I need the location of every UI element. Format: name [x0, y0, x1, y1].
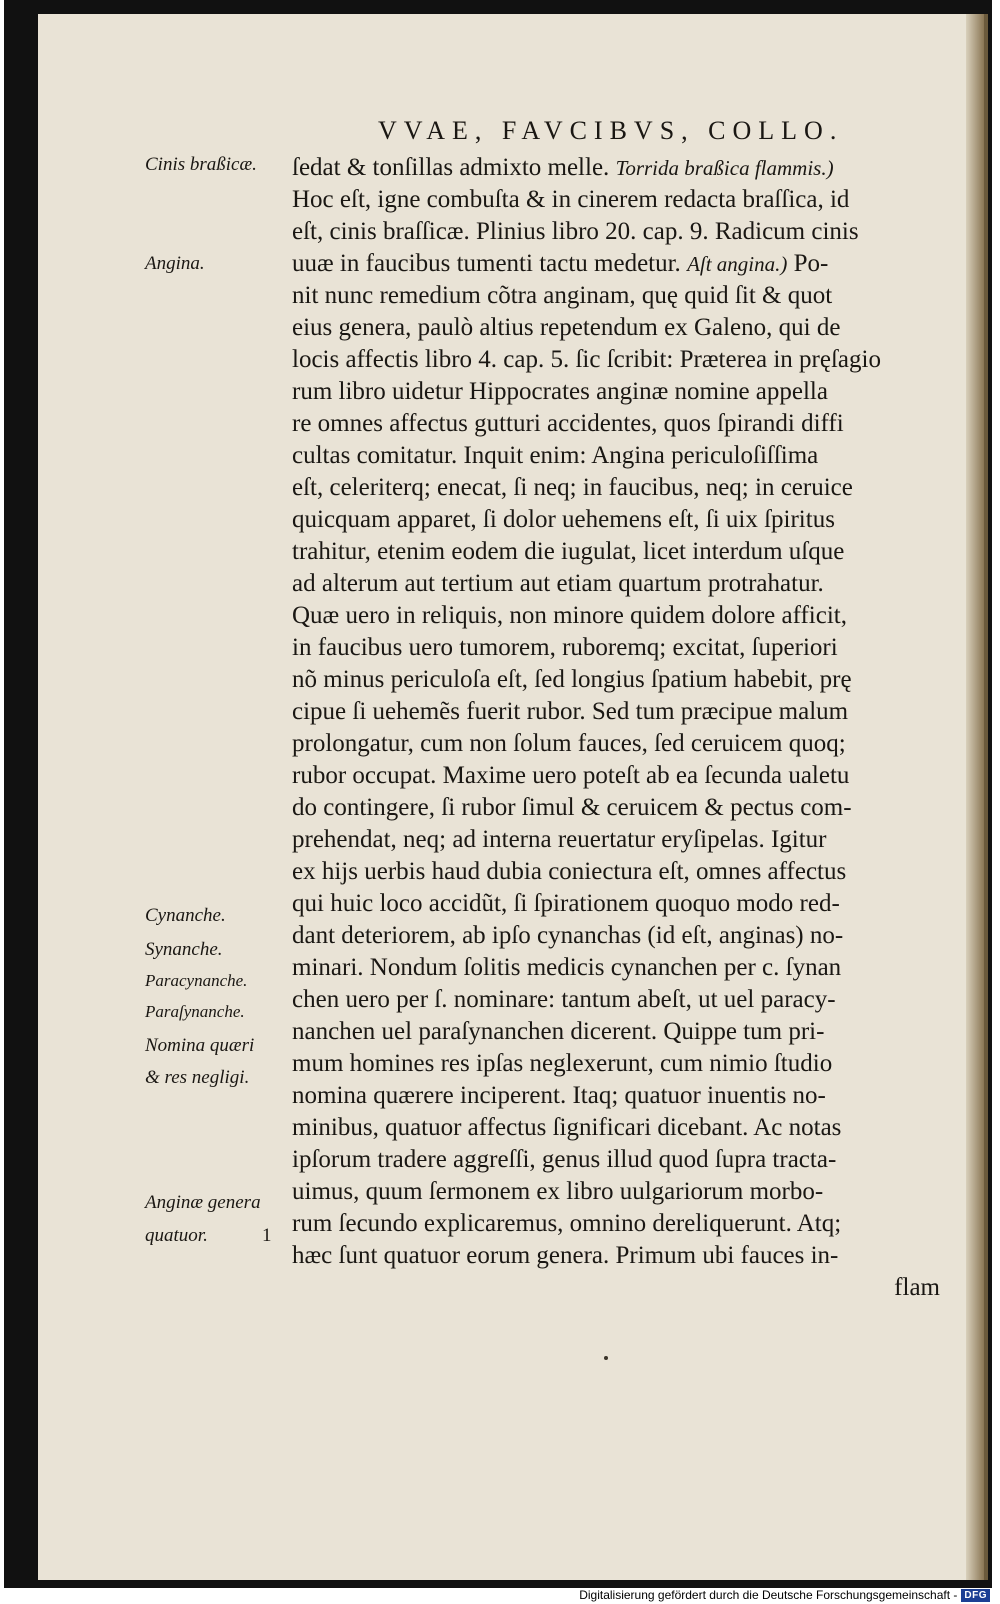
text-line: chen uero per ſ. nominare: tantum abeſt, ut uel paracy-	[292, 986, 836, 1013]
lemma-italic: Aſt angina.)	[687, 252, 788, 276]
text-line: minibus, quatuor affectus ſignificari dicebant. Ac notas	[292, 1114, 842, 1141]
text-line: rubor occupat. Maxime uero poteſt ab ea ſecunda ualetu	[292, 762, 850, 789]
stray-ink-mark	[604, 1356, 608, 1360]
text-line: nit nunc remedium cõtra anginam, quę quid ſit & quot	[292, 282, 833, 309]
margin-note: Paracynanche.	[145, 971, 248, 990]
text-line: locis affectis libro 4. cap. 5. ſic ſcribit: Præterea in pręſagio	[292, 346, 881, 373]
text-line: eſt, celeriterq; enecat, ſi neq; in faucibus, neq; in ceruice	[292, 474, 853, 501]
text-line: ad alterum aut tertium aut etiam quartum protrahatur.	[292, 570, 824, 597]
dfg-logo: DFG	[961, 1589, 990, 1602]
text-line: uimus, quum ſermonem ex libro uulgariorum morbo-	[292, 1178, 824, 1205]
text-line: cipue ſi uehemẽs fuerit rubor. Sed tum præcipue malum	[292, 698, 849, 725]
text-line: Quæ uero in reliquis, non minore quidem dolore afficit,	[292, 602, 847, 629]
margin-note: quatuor.	[145, 1225, 208, 1246]
line-text: Po-	[793, 250, 829, 277]
text-line	[292, 152, 940, 184]
text-line: ipſorum tradere aggreſſi, genus illud quod ſupra tracta-	[292, 1146, 837, 1173]
margin-note: Anginæ genera	[145, 1192, 261, 1213]
footer-text: Digitalisierung gefördert durch die Deutsche Forschungsgemeinschaft -	[579, 1588, 958, 1602]
text-line: hæc ſunt quatuor eorum genera. Primum ubi fauces in-	[292, 1242, 839, 1269]
lemma-italic: Torrida braßica flammis.)	[615, 156, 834, 180]
text-line: in faucibus uero tumorem, ruboremq; excitat, ſuperiori	[292, 634, 838, 661]
text-line: rum libro uidetur Hippocrates anginæ nomine appella	[292, 378, 828, 405]
margin-note: Nomina quæri	[145, 1035, 255, 1056]
catchword: flam	[894, 1274, 940, 1301]
text-line: nõ minus periculoſa eſt, ſed longius ſpatium habebit, prę	[292, 666, 852, 693]
text-line: nanchen uel paraſynanchen dicerent. Quippe tum pri-	[292, 1018, 825, 1045]
text-line: cultas comitatur. Inquit enim: Angina periculoſiſſima	[292, 442, 819, 469]
text-line: re omnes affectus gutturi accidentes, quos ſpirandi diffi	[292, 410, 844, 437]
text-line: ex hijs uerbis haud dubia coniectura eſt, omnes affectus	[292, 858, 847, 885]
text-line: rum ſecundo explicaremus, omnino dereliquerunt. Atq;	[292, 1210, 842, 1237]
text-line: dant deteriorem, ab ipſo cynanchas (id eſt, anginas) no-	[292, 922, 844, 949]
margin-note: Synanche.	[145, 939, 223, 960]
line-text: ſedat & tonſillas admixto melle.	[292, 154, 610, 181]
margin-note-number: 1	[262, 1225, 272, 1246]
text-line: prolongatur, cum non ſolum fauces, ſed ceruicem quoq;	[292, 730, 846, 757]
text-line: qui huic loco accidũt, ſi ſpirationem quoquo modo red-	[292, 890, 840, 917]
text-line: eius genera, paulò altius repetendum ex Galeno, qui de	[292, 314, 841, 341]
margin-note: Paraſynanche.	[145, 1002, 245, 1021]
page-edge	[966, 14, 984, 1580]
margin-note: Cynanche.	[145, 905, 226, 926]
margin-note: & res negligi.	[145, 1067, 250, 1088]
margin-note: Cinis braßicæ.	[145, 154, 257, 175]
text-line: quicquam apparet, ſi dolor uehemens eſt, ſi uix ſpiritus	[292, 506, 835, 533]
margin-note: Angina.	[145, 253, 205, 274]
text-line: trahitur, etenim eodem die iugulat, licet interdum uſque	[292, 538, 845, 565]
running-head: VVAE, FAVCIBVS, COLLO.	[378, 116, 844, 145]
text-line: Hoc eſt, igne combuſta & in cinerem redacta braſſica, id	[292, 186, 850, 213]
text-line	[292, 248, 940, 280]
text-line: mum homines res ipſas neglexerunt, cum nimio ſtudio	[292, 1050, 833, 1077]
text-line: eſt, cinis braſſicæ. Plinius libro 20. cap. 9. Radicum cinis	[292, 218, 859, 245]
line-text: uuæ in faucibus tumenti tactu medetur.	[292, 250, 681, 277]
text-line: do contingere, ſi rubor ſimul & ceruicem & pectus com-	[292, 794, 852, 821]
digitization-footer	[579, 1588, 990, 1602]
text-line: nomina quærere inciperent. Itaq; quatuor inuentis no-	[292, 1082, 826, 1109]
text-line: minari. Nondum ſolitis medicis cynanchen per c. ſynan	[292, 954, 842, 981]
text-line: prehendat, neq; ad interna reuertatur eryſipelas. Igitur	[292, 826, 827, 853]
